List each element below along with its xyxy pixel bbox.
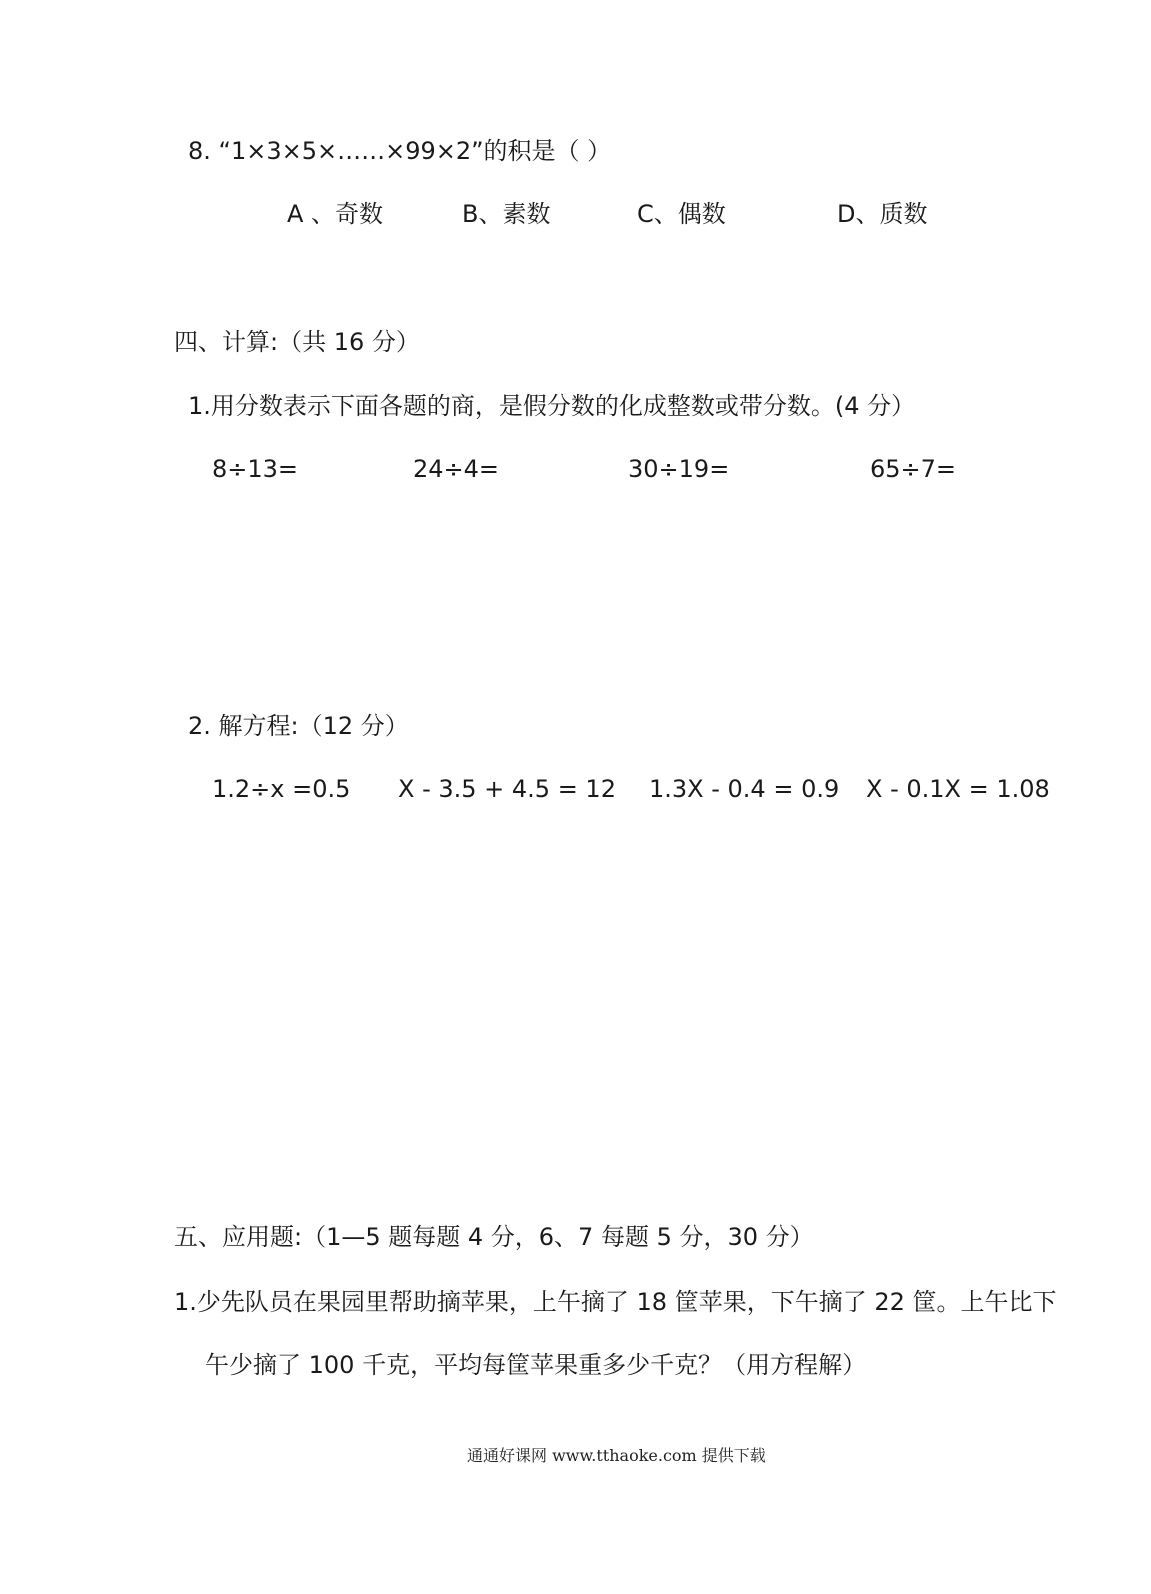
equation-item-1: 1.2÷x =0.5 [212,775,351,803]
division-item-2: 24÷4= [413,455,500,483]
equation-item-4: X - 0.1X = 1.08 [866,775,1050,803]
page-footer: 通通好课网 www.tthaoke.com 提供下载 [467,1446,766,1465]
option-b: B、素数 [462,200,551,228]
section-4-part-1-title: 1.用分数表示下面各题的商，是假分数的化成整数或带分数。(4 分） [188,392,916,420]
division-item-3: 30÷19= [628,455,730,483]
equation-item-3: 1.3X - 0.4 = 0.9 [649,775,840,803]
option-c: C、偶数 [637,200,726,228]
option-a: A 、奇数 [287,200,384,228]
section-5-title: 五、应用题:（1—5 题每题 4 分，6、7 每题 5 分，30 分） [174,1223,814,1251]
section-4-title: 四、计算:（共 16 分） [174,328,420,356]
application-question-1-line-2: 午少摘了 100 千克，平均每筐苹果重多少千克？（用方程解） [205,1351,867,1379]
section-4-part-2-title: 2. 解方程:（12 分） [188,712,409,740]
option-d: D、质数 [837,200,928,228]
question-8-stem: 8. “1×3×5×……×99×2”的积是（ ） [188,137,612,165]
application-question-1-line-1: 1.少先队员在果园里帮助摘苹果，上午摘了 18 筐苹果，下午摘了 22 筐。上午比下 [174,1288,1057,1316]
equation-item-2: X - 3.5 + 4.5 = 12 [398,775,616,803]
division-item-4: 65÷7= [870,455,957,483]
division-item-1: 8÷13= [212,455,299,483]
